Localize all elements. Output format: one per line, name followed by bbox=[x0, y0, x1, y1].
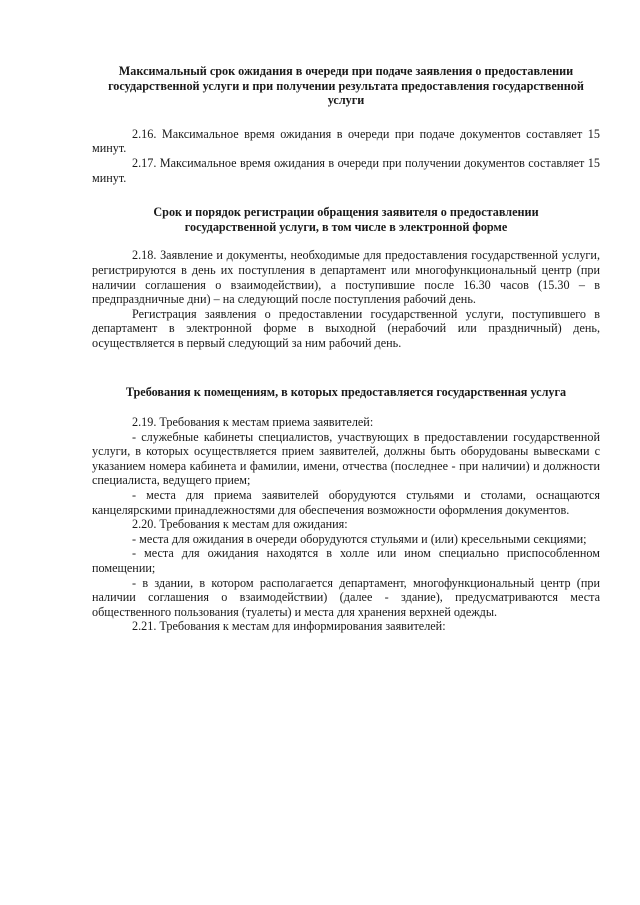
section-heading-waiting-time: Максимальный срок ожидания в очереди при подаче заявления о предоставлении государственной услуги и при получении результата предоставления государственной услуги bbox=[108, 64, 584, 108]
list-item: - служебные кабинеты специалистов, участвующих в предоставлении государственной услуги, в которых осуществляется прием заявителей, должны быть оборудованы вывесками с указанием номера кабинета и фамилии, имени, отчества (последнее - при наличии) и должности специалиста, ведущего прием; bbox=[92, 429, 600, 488]
section-heading-registration: Срок и порядок регистрации обращения заявителя о предоставлении государственной услуги, в том числе в электронной форме bbox=[153, 205, 539, 234]
paragraph-2-21: 2.21. Требования к местам для информирования заявителей: bbox=[132, 619, 446, 634]
list-item: - места для ожидания находятся в холле или ином специально приспособленном помещении; bbox=[92, 546, 600, 576]
paragraph-2-20: 2.20. Требования к местам для ожидания: bbox=[132, 517, 348, 532]
list-item: - в здании, в котором располагается департамент, многофункциональный центр (при наличии соглашения о взаимодействии) (далее - здание), предусматриваются места общественного пользования (туалеты) и места для хранения верхней одежды. bbox=[92, 575, 600, 619]
list-item: - места для ожидания в очереди оборудуются стульями и (или) кресельными секциями; bbox=[132, 531, 587, 546]
list-item: - места для приема заявителей оборудуются стульями и столами, оснащаются канцелярскими принадлежностями для обеспечения возможности оформления документов. bbox=[92, 488, 600, 517]
paragraph-registration-electronic: Регистрация заявления о предоставлении государственной услуги, поступившего в департамент в электронной форме в выходной (нерабочий или праздничный) день, осуществляется в первый следующий за ним рабочий день. bbox=[92, 306, 600, 350]
paragraph-2-16: 2.16. Максимальное время ожидания в очереди при подаче документов составляет 15 минут. bbox=[92, 126, 600, 156]
paragraph-2-19: 2.19. Требования к местам приема заявителей: bbox=[132, 415, 374, 430]
paragraph-2-17: 2.17. Максимальное время ожидания в очереди при получении документов составляет 15 минут. bbox=[92, 155, 600, 185]
section-heading-premises: Требования к помещениям, в которых предоставляется государственная услуга bbox=[125, 384, 567, 399]
paragraph-2-18: 2.18. Заявление и документы, необходимые для предоставления государственной услуги, регистрируются в день их поступления в департамент или многофункциональный центр (при наличии соглашения о взаимодействии), а поступившие после 16.30 часов (15.30 – в предпраздничные дни) – на следующий после поступления рабочий день. bbox=[92, 248, 600, 307]
document-page bbox=[92, 64, 600, 634]
